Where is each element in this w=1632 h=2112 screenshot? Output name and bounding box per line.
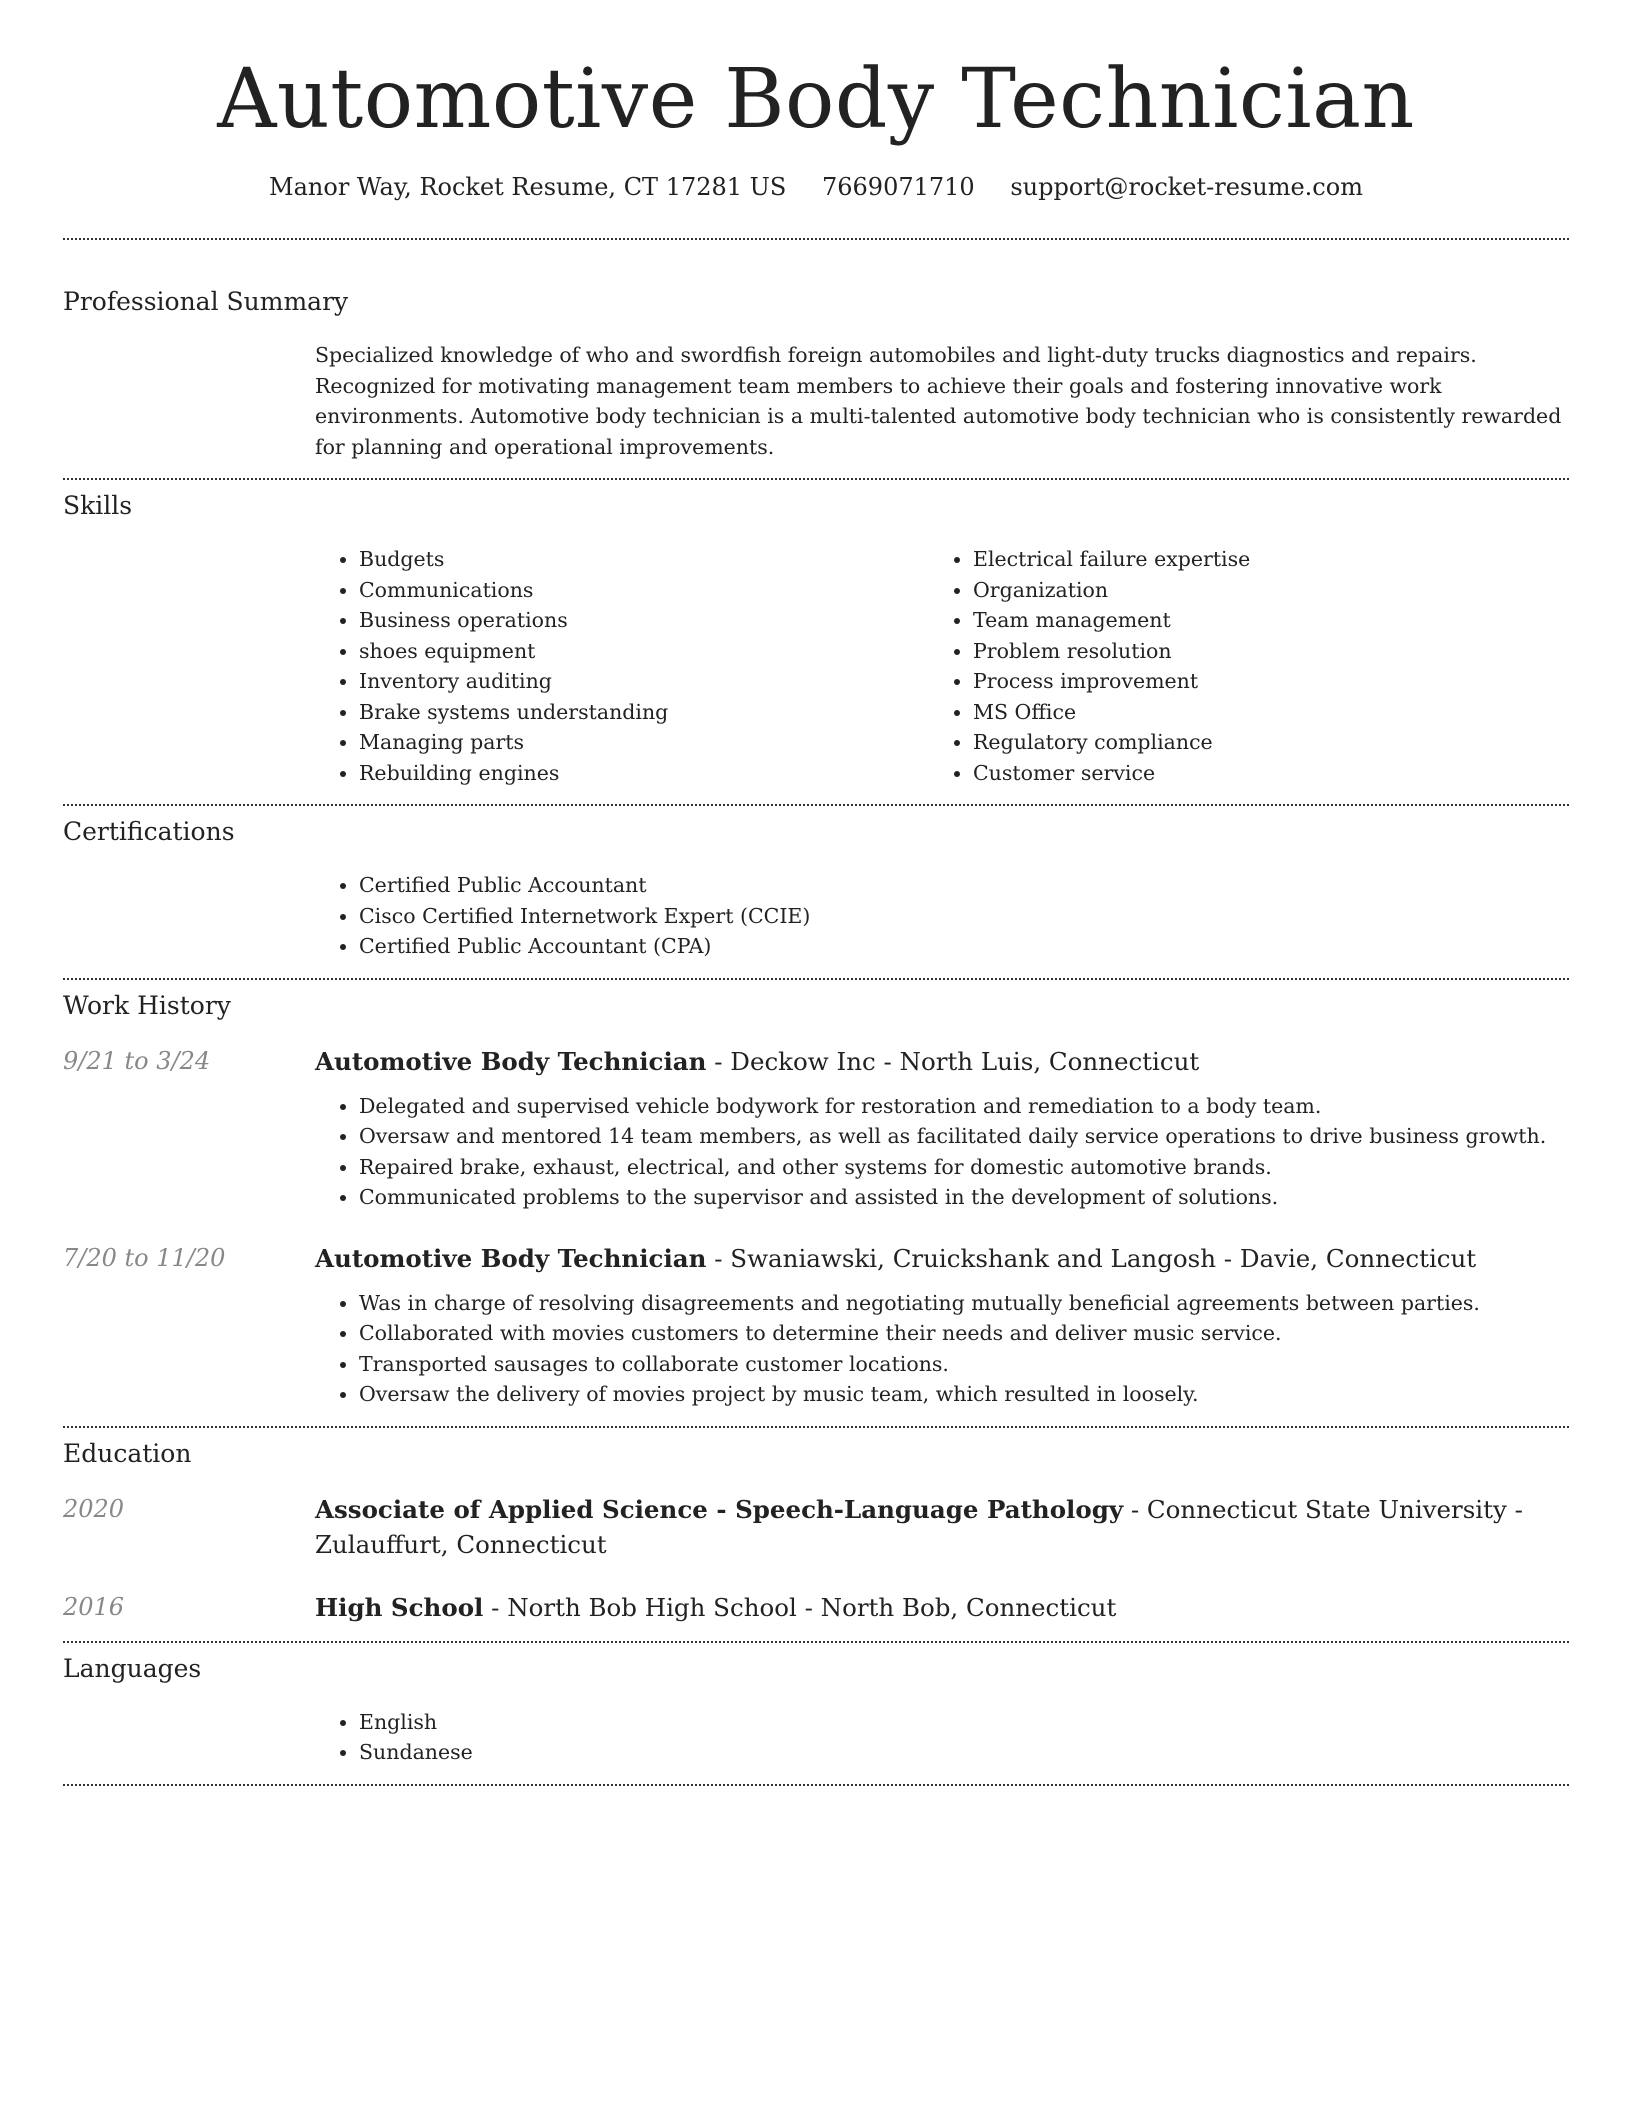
certifications-list <box>315 870 1569 962</box>
skill-item: • Customer service <box>973 758 1569 789</box>
job-dates: 9/21 to 3/24 <box>63 1046 211 1075</box>
section-title-languages: Languages <box>63 1653 202 1683</box>
job-dates: 7/20 to 11/20 <box>63 1243 226 1272</box>
job-bullets <box>315 1288 1569 1410</box>
education-title-line <box>315 1492 1569 1562</box>
certification-item: • Certified Public Accountant <box>359 870 1569 901</box>
job-bullet: • Transported sausages to collaborate customer locations. <box>359 1349 1569 1380</box>
education-title-line <box>315 1590 1569 1625</box>
skill-item: • Business operations <box>359 605 929 636</box>
job-bullet: • Oversaw and mentored 14 team members, as well as facilitated daily service operations to drive business growth. <box>359 1121 1569 1152</box>
job-role: Automotive Body Technician <box>315 1243 707 1273</box>
education-year: 2016 <box>63 1592 125 1621</box>
job-bullet: • Was in charge of resolving disagreements and negotiating mutually beneficial agreements between parties. <box>359 1288 1569 1319</box>
job-details <box>315 1044 1569 1213</box>
language-item: • Sundanese <box>359 1737 1569 1768</box>
section-skills <box>63 480 1569 804</box>
job-entry <box>63 1241 1569 1410</box>
skill-item: • Inventory auditing <box>359 666 929 697</box>
summary-text: Specialized knowledge of who and swordfish foreign automobiles and light-duty trucks diagnostics and repairs. Recognized for motivating management team members to achieve their goals and fostering innovative work environments. Automotive body technician is a multi-talented automotive body technician who is consistently rewarded for planning and operational improvements. <box>315 343 1562 459</box>
skill-item: • Organization <box>973 575 1569 606</box>
skill-item: • Problem resolution <box>973 636 1569 667</box>
job-employer: - Deckow Inc - North Luis, Connecticut <box>706 1046 1200 1076</box>
skill-item: • Rebuilding engines <box>359 758 929 789</box>
education-degree: High School <box>315 1592 484 1622</box>
certification-item: • Cisco Certified Internetwork Expert (CCIE) <box>359 901 1569 932</box>
skills-list-left <box>315 544 929 788</box>
job-bullet: • Collaborated with movies customers to determine their needs and deliver music service. <box>359 1318 1569 1349</box>
section-education <box>63 1428 1569 1641</box>
education-details <box>315 1590 1569 1625</box>
job-bullet: • Oversaw the delivery of movies project by music team, which resulted in loosely. <box>359 1379 1569 1410</box>
skill-item: • Team management <box>973 605 1569 636</box>
skill-item: • Budgets <box>359 544 929 575</box>
section-languages <box>63 1643 1569 1784</box>
resume-header <box>63 0 1569 202</box>
section-title-work: Work History <box>63 990 231 1020</box>
candidate-name: Automotive Body Technician <box>217 52 1415 147</box>
contact-address: Manor Way, Rocket Resume, CT 17281 US <box>269 173 787 201</box>
job-title-line <box>315 1241 1569 1276</box>
education-entry <box>63 1492 1569 1562</box>
education-degree: Associate of Applied Science - Speech-Language Pathology <box>315 1494 1124 1524</box>
certification-item: • Certified Public Accountant (CPA) <box>359 931 1569 962</box>
job-employer: - Swaniawski, Cruickshank and Langosh - Davie, Connecticut <box>706 1243 1477 1273</box>
education-school: - North Bob High School - North Bob, Connecticut <box>483 1592 1117 1622</box>
job-bullet: • Delegated and supervised vehicle bodywork for restoration and remediation to a body team. <box>359 1091 1569 1122</box>
job-bullet: • Repaired brake, exhaust, electrical, and other systems for domestic automotive brands. <box>359 1152 1569 1183</box>
section-title-certifications: Certifications <box>63 817 235 846</box>
section-work-history <box>63 980 1569 1426</box>
language-item: • English <box>359 1707 1569 1738</box>
summary-body <box>315 340 1569 478</box>
skill-item: • Brake systems understanding <box>359 697 929 728</box>
section-certifications <box>63 806 1569 978</box>
contact-phone: 7669071710 <box>821 173 975 201</box>
job-details <box>315 1241 1569 1410</box>
skill-item: • Electrical failure expertise <box>973 544 1569 575</box>
skill-item: • MS Office <box>973 697 1569 728</box>
divider <box>63 1784 1569 1786</box>
job-role: Automotive Body Technician <box>315 1046 707 1076</box>
skills-grid <box>315 544 1569 804</box>
job-bullets <box>315 1091 1569 1213</box>
section-title-skills: Skills <box>63 491 133 520</box>
education-entry <box>63 1590 1569 1625</box>
education-school: - Connecticut State University - Zulauffurt, Connecticut <box>315 1494 1523 1559</box>
skill-item: • shoes equipment <box>359 636 929 667</box>
job-title-line <box>315 1044 1569 1079</box>
education-year: 2020 <box>63 1494 125 1523</box>
skill-item: • Process improvement <box>973 666 1569 697</box>
section-title-summary: Professional Summary <box>63 287 349 316</box>
section-title-education: Education <box>63 1438 192 1468</box>
contact-email: support@rocket-resume.com <box>1010 173 1363 201</box>
job-bullet: • Communicated problems to the supervisor and assisted in the development of solutions. <box>359 1182 1569 1213</box>
languages-list <box>315 1707 1569 1768</box>
skill-item: • Regulatory compliance <box>973 727 1569 758</box>
skills-list-right <box>929 544 1569 788</box>
skill-item: • Managing parts <box>359 727 929 758</box>
education-details <box>315 1492 1569 1562</box>
skill-item: • Communications <box>359 575 929 606</box>
contact-line <box>63 172 1569 202</box>
section-summary <box>63 240 1569 478</box>
certifications-body <box>315 870 1569 978</box>
languages-body <box>315 1707 1569 1784</box>
job-entry <box>63 1044 1569 1213</box>
